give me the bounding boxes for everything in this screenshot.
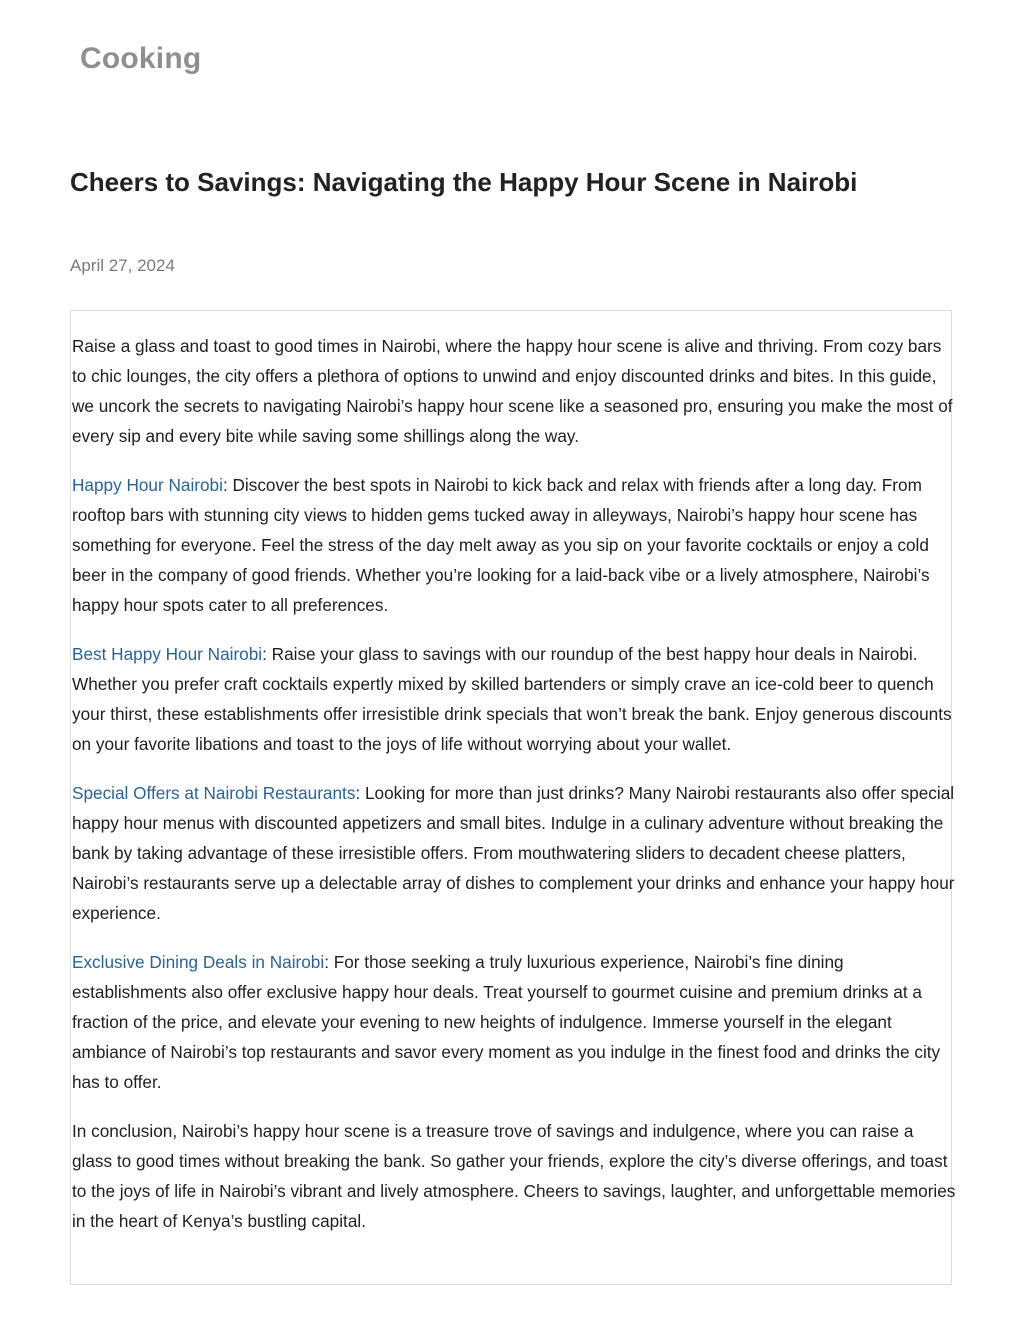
conclusion-paragraph: In conclusion, Nairobi’s happy hour scene is a treasure trove of savings and indulgence, where you can raise a glass to good times without breaking the bank. So gather your friends, explore the city’s diverse offerings, and toast to the joys of life in Nairobi’s vibrant and lively atmosphere. Cheers to savings, laughter, and unforgettable memories in the heart of Kenya’s bustling capital. bbox=[72, 1121, 956, 1231]
section-paragraph-best-happy-hour bbox=[72, 639, 956, 759]
link-happy-hour-nairobi[interactable]: Happy Hour Nairobi bbox=[72, 475, 223, 495]
section-text: : Raise your glass to savings with our roundup of the best happy hour deals in Nairobi. Whether you prefer craft cocktails expertly mixed by skilled bartenders or simply crave an ice-cold beer to quench your thirst, these establishments offer irresistible drink specials that won’t break the bank. Enjoy generous discounts on your favorite libations and toast to the joys of life without worrying about your wallet. bbox=[72, 644, 952, 754]
post-title: Cheers to Savings: Navigating the Happy Hour Scene in Nairobi bbox=[70, 167, 858, 197]
link-exclusive-dining-deals[interactable]: Exclusive Dining Deals in Nairobi bbox=[72, 952, 325, 972]
section-text: : Looking for more than just drinks? Many Nairobi restaurants also offer special happy hour menus with discounted appetizers and small bites. Indulge in a culinary adventure without breaking the bank by taking advantage of these irresistible offers. From mouthwatering sliders to decadent cheese platters, Nairobi’s restaurants serve up a delectable array of dishes to complement your drinks and enhance your happy hour experience. bbox=[72, 783, 955, 923]
section-text: : For those seeking a truly luxurious experience, Nairobi’s fine dining establishments also offer exclusive happy hour deals. Treat yourself to gourmet cuisine and premium drinks at a fraction of the price, and elevate your evening to new heights of indulgence. Immerse yourself in the elegant ambiance of Nairobi’s top restaurants and savor every moment as you indulge in the finest food and drinks the city has to offer. bbox=[72, 952, 941, 1092]
section-paragraph-happy-hour bbox=[72, 470, 956, 620]
section-paragraph-special-offers bbox=[72, 778, 956, 928]
intro-paragraph: Raise a glass and toast to good times in Nairobi, where the happy hour scene is alive and thriving. From cozy bars to chic lounges, the city offers a plethora of options to unwind and enjoy discounted drinks and bites. In this guide, we uncork the secrets to navigating Nairobi’s happy hour scene like a seasoned pro, ensuring you make the most of every sip and every bite while saving some shillings along the way. bbox=[72, 336, 953, 446]
section-paragraph-exclusive-dining bbox=[72, 947, 956, 1097]
link-special-offers[interactable]: Special Offers at Nairobi Restaurants bbox=[72, 783, 356, 803]
article-content-box bbox=[70, 310, 956, 1285]
post-date: April 27, 2024 bbox=[70, 256, 175, 275]
article-body bbox=[72, 331, 956, 1255]
link-best-happy-hour-nairobi[interactable]: Best Happy Hour Nairobi bbox=[72, 644, 263, 664]
section-text: : Discover the best spots in Nairobi to kick back and relax with friends after a long day. From rooftop bars with stunning city views to hidden gems tucked away in alleyways, Nairobi’s happy hour scene has something for everyone. Feel the stress of the day melt away as you sip on your favorite cocktails or enjoy a cold beer in the company of good friends. Whether you’re looking for a laid-back vibe or a lively atmosphere, Nairobi’s happy hour spots cater to all preferences. bbox=[72, 475, 930, 615]
site-title-link[interactable]: Cooking bbox=[80, 42, 202, 75]
